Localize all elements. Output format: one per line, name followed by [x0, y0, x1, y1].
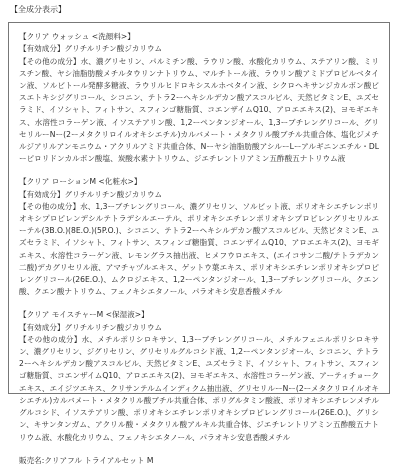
active-ingredient: 【有効成分】グリチルリチン酸ジカリウム — [19, 322, 163, 332]
product-name: 【クリア ウォッシュ <洗顔料>】 — [19, 32, 135, 42]
section-moisture — [19, 309, 379, 443]
section-lotion — [19, 176, 379, 298]
other-ingredients: 【その他の成分】水、1,3ーブチレングリコール、濃グリセリン、ソルビット液、ポリオキシエチレンポリオキシプロピレンデシルテトラデシルエーテル、ポリオキシエチレンポリオキシプロピレングリセリルエーテル(3B.O.)(8E.O.)(5P.O.)、シコニン、テトラ2ーヘキシルデカン酸アスコルビル、天然ビタミンE、ユズセラミド、イソシャト、フィトサン、スフィンゴ糖脂質、コエンザイムQ10、アロエエキス(2)、ヨモギエキス、水溶性コラーゲン液、レモングラス抽出液、ヒメフウロエキス、(エイコサン二酸/テトラデカン二酸)デカグリセリル液、アマチャヅルエキス、ゲットウ葉エキス、ポリオキシエチレンポリオキシプロピレングリコール(26E.O.)、ムクロジエキス、1,2ーペンタンジオール、1,3ーブチレングリコール、クエン酸、クエン酸ナトリウム、フェノキシエタノール、パラオキシ安息香酸メチル — [19, 201, 379, 297]
section-wash — [19, 31, 379, 165]
other-ingredients: 【その他の成分】水、メチルポリシロキサン、1,3ーブチレングリコール、メチルフェニルポリシロキサン、濃グリセリン、ジグリセリン、グリセリルグルコシド液、1,2ーペンタンジオール、シコニン、テトラ2ーヘキシルデカン酸アスコルビル、天然ビタミンE、ユズセラミド、イソシャト、フィトサン、スフィンゴ糖脂質、コエンザイムQ10、アロエエキス(2)、ヨモギエキス、水溶性コラーゲン液、アーティチョークエキス、エイジツエキス、クリサンテルムインディクム抽出液、グリセリルーNー(2ーメタクリロイルオキシエチル)カルバメート・メタクリル酸ブチル共重合体、ポリグルタミン酸液、ポリオキシエチレンメチルグルコシド、イソステアリン酸、ポリオキシエチレンポリオキシプロピレングリコール(26E.O.)、グリシン、キサンタンガム、アクリル酸・メタクリル酸アルキル共重合体、ジエチレントリアミン五酢酸五ナトリウム液、水酸化カリウム、フェノキシエタノール、パラオキシ安息香酸メチル — [19, 334, 379, 442]
active-ingredient: 【有効成分】グリチルリチン酸ジカリウム — [19, 44, 163, 54]
ingredient-frame — [8, 22, 390, 465]
active-ingredient: 【有効成分】グリチルリチン酸ジカリウム — [19, 189, 163, 199]
sales-name: 販売名:クリアフル トライアルセット M — [19, 455, 154, 465]
other-ingredients: 【その他の成分】水、濃グリセリン、パルミチン酸、ラウリン酸、水酸化カリウム、ステアリン酸、ミリスチン酸、ヤシ油脂肪酸メチルタウリンナトリウム、マルチトール液、ラウリン酸アミドプロピルベタイン液、ソルビトール発酵多糖液、ラウリルヒドロキシスルホベタイン液、シクロヘキサンジカルボン酸ビスエトキシジグリコール、シコニン、テトラ2ーヘキシルデカン酸アスコルビル、天然ビタミンE、ユズセラミド、イソシャト、フィトサン、スフィンゴ糖脂質、コエンザイムQ10、アロエエキス(2)、ヨモギエキス、水溶性コラーゲン液、イソステアリン酸、1,2ーペンタンジオール、1,3ーブチレングリコール、グリセリルーNー(2ーメタクリロイルオキシエチル)カルバメート・メタクリル酸ブチル共重合体、塩化ジメチルジアリルアンモニウム・アクリルアミド共重合体、Nーヤシ油脂肪酸アシルーLーアルギニンエチル・DLーピロリドンカルボン酸塩、炭酸水素ナトリウム、ジエチレントリアミン五酢酸五ナトリウム液 — [19, 56, 379, 164]
page-title: 【全成分表示】 — [10, 5, 66, 14]
product-name: 【クリア ローションM <化粧水>】 — [19, 177, 142, 187]
product-name: 【クリア モイスチャーM <保湿液>】 — [19, 310, 149, 320]
